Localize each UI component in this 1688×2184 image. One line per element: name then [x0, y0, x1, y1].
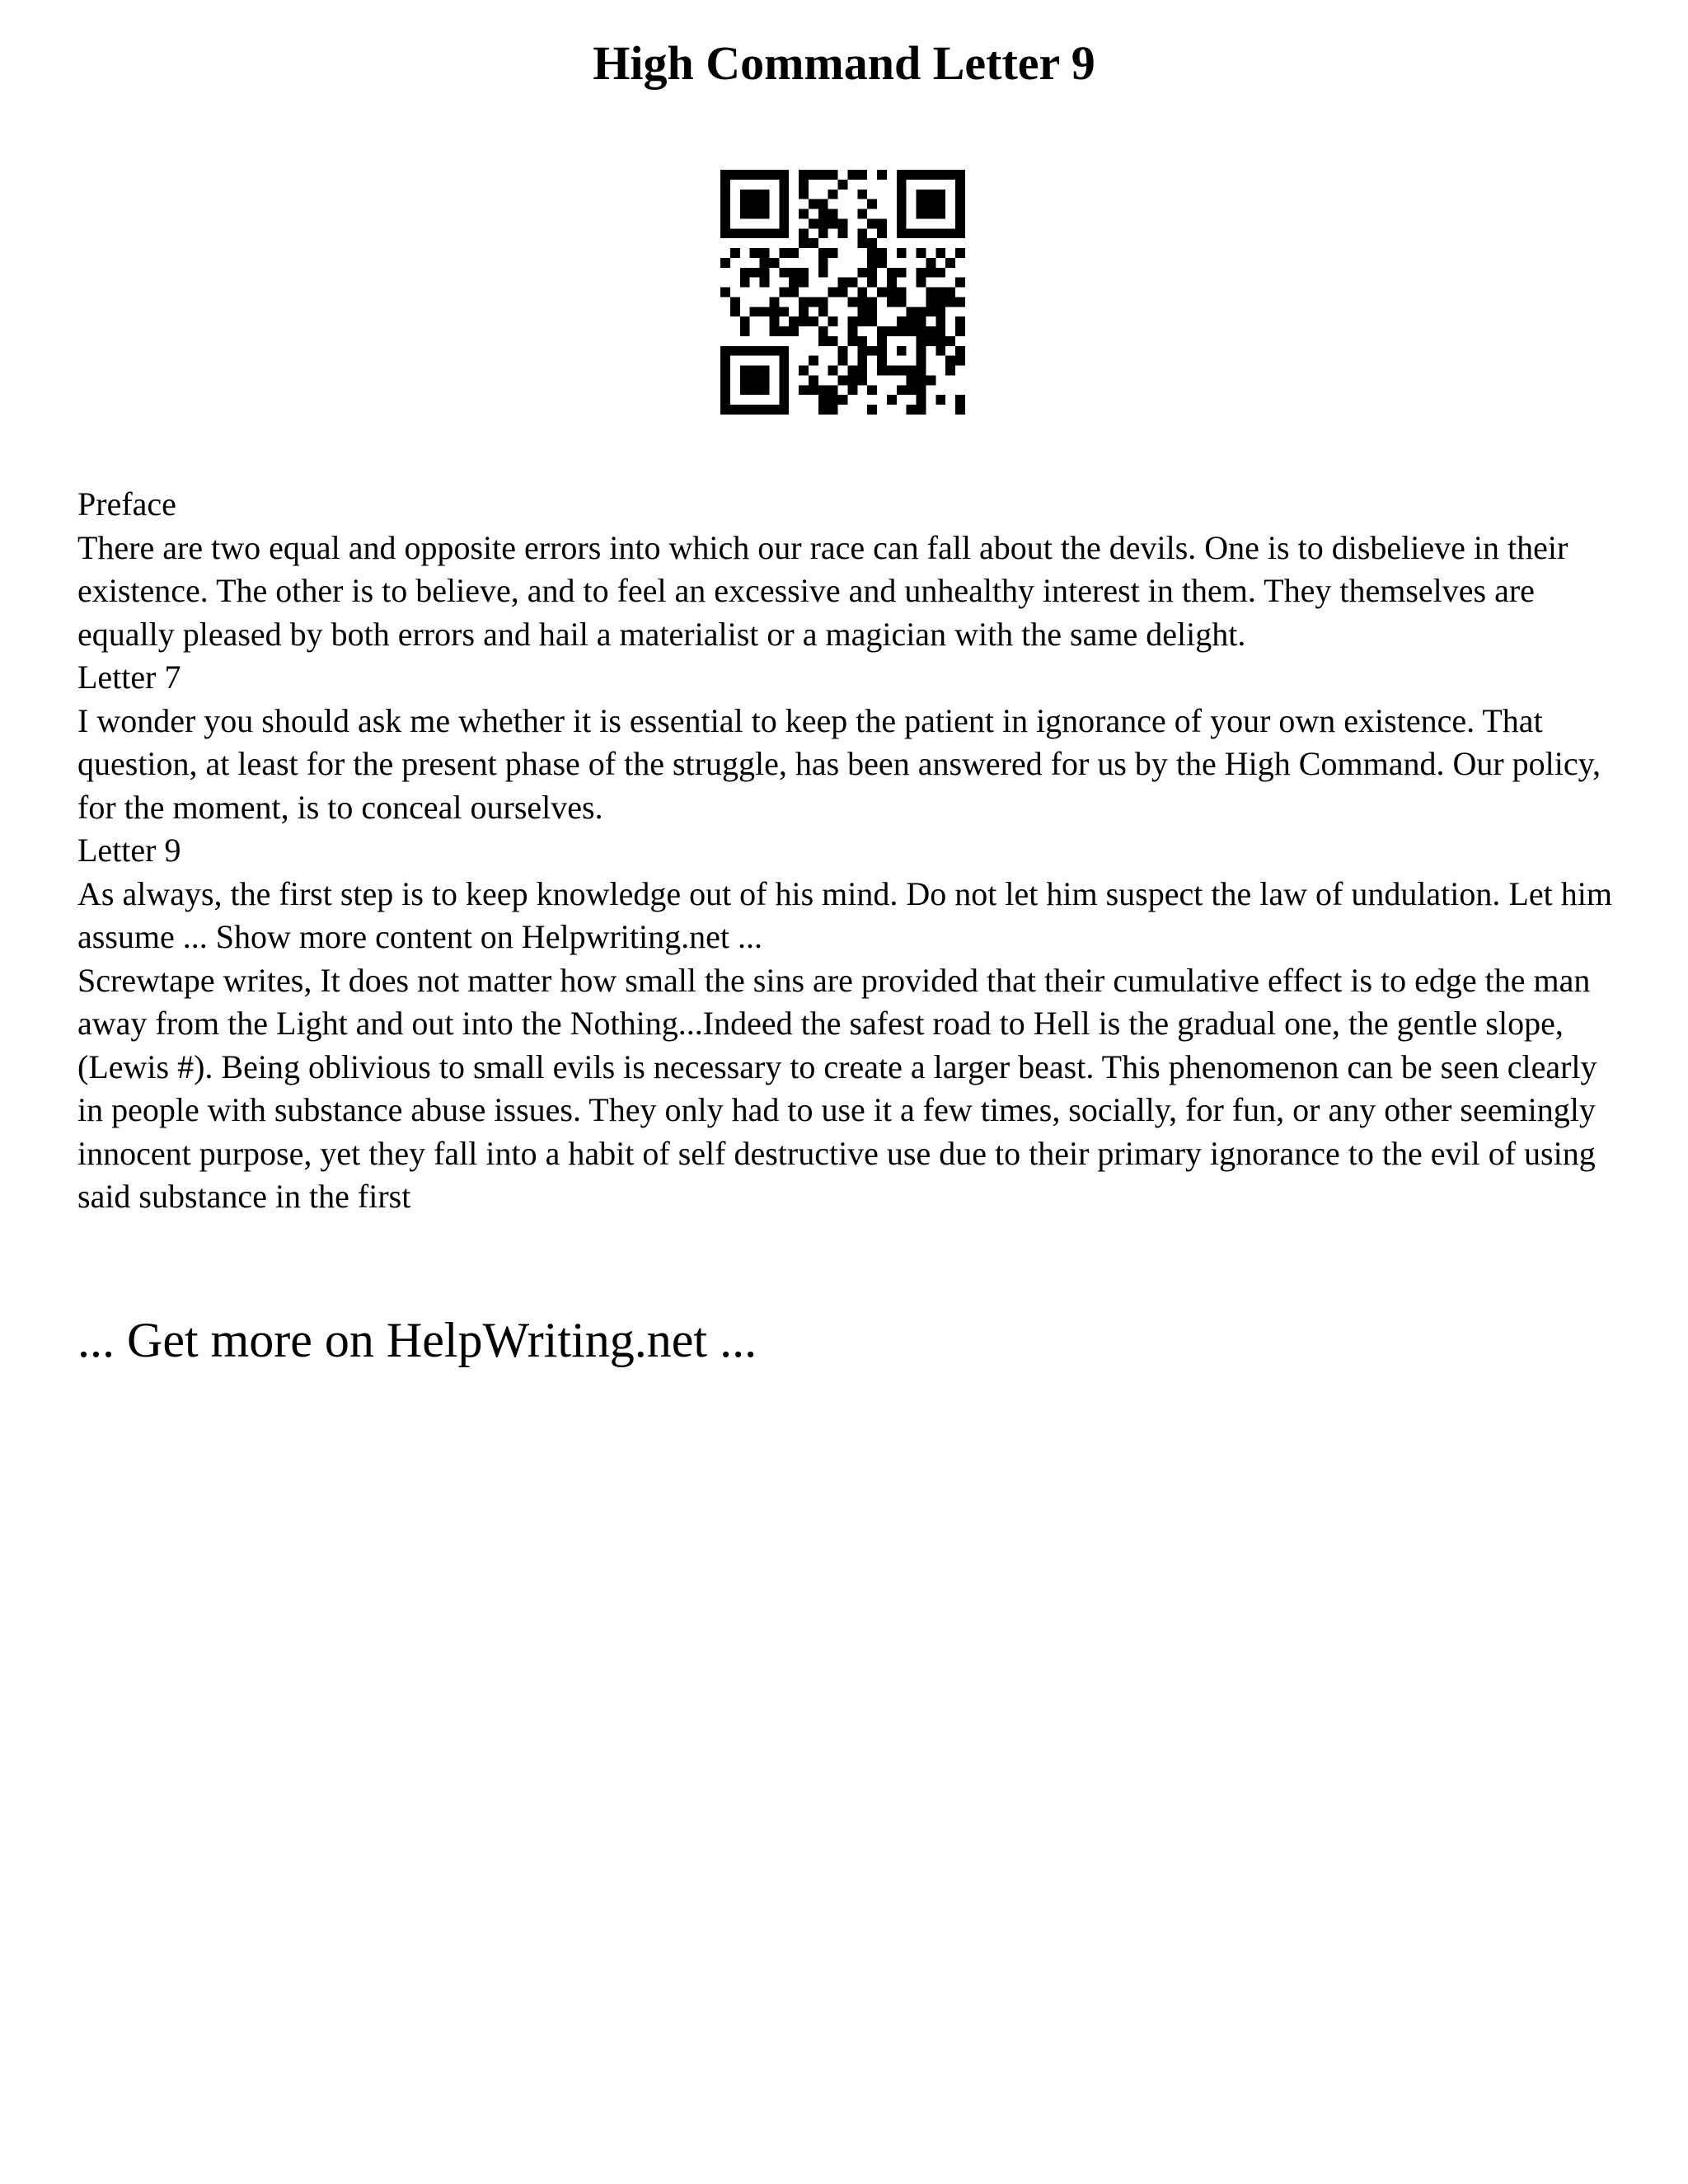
qr-code-icon	[720, 170, 965, 415]
heading-letter-7: Letter 7	[77, 658, 181, 696]
get-more-link[interactable]: ... Get more on HelpWriting.net ...	[77, 1313, 757, 1367]
paragraph-letter-9: As always, the first step is to keep knowledge out of his mind. Do not let him suspect the law of undulation. Let him assume ... Show more content on Helpwriting.net ...	[77, 874, 1612, 955]
paragraph-preface: There are two equal and opposite errors into which our race can fall about the devils. One is to disbelieve in their existence. The other is to believe, and to feel an excessive and unhealthy interest in them. They themselves are equally pleased by both errors and hail a materialist or a magician with the same delight.	[77, 528, 1568, 653]
paragraph-letter-7: I wonder you should ask me whether it is essential to keep the patient in ignorance of your own existence. That question, at least for the present phase of the struggle, has been answered for us by the High Command. Our policy, for the moment, is to conceal ourselves.	[77, 701, 1601, 826]
document-body	[77, 483, 1627, 1219]
paragraph-screwtape: Screwtape writes, It does not matter how small the sins are provided that their cumulative effect is to edge the man away from the Light and out into the Nothing...Indeed the safest road to Hell is the gradual one, the gentle slope, (Lewis #). Being oblivious to small evils is necessary to create a larger beast. This phenomenon can be seen clearly in people with substance abuse issues. They only had to use it a few times, socially, for fun, or any other seemingly innocent purpose, yet they fall into a habit of self destructive use due to their primary ignorance to the evil of using said substance in the first	[77, 961, 1597, 1215]
heading-letter-9: Letter 9	[77, 832, 181, 869]
document-title: High Command Letter 9	[593, 36, 1095, 90]
heading-preface: Preface	[77, 485, 176, 523]
